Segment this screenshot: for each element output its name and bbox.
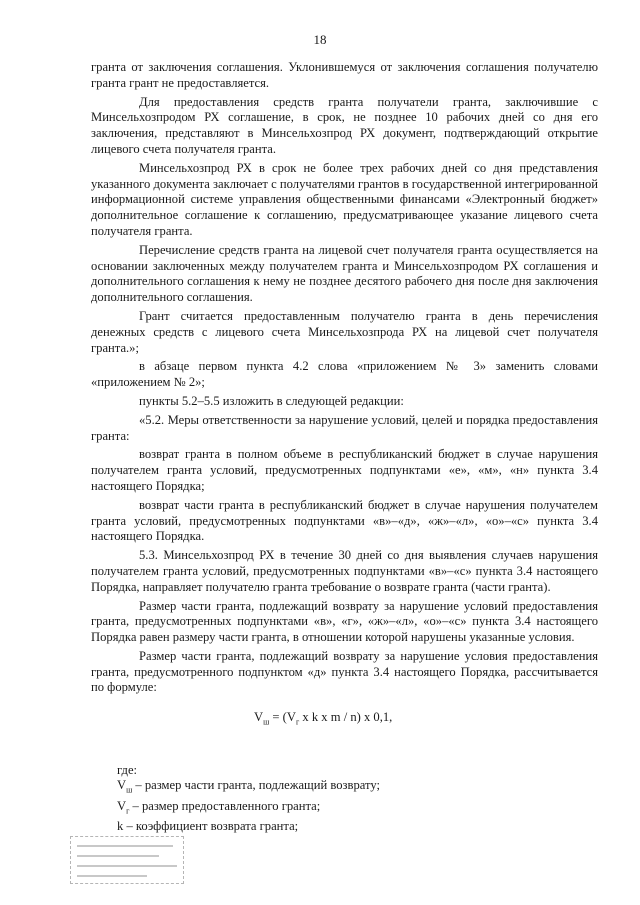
formula-inner-subscript: г xyxy=(295,717,300,727)
paragraph: 5.3. Минсельхозпрод РХ в течение 30 дней со дня выявления случаев нарушения получателем гранта условий, предусмотренных подпунктами «в»–«с» пункта 3.4 настоящего Порядка, направляет получателю гранта требование о возврате гранта (части гранта). xyxy=(91,548,598,594)
definition-symbol: V xyxy=(117,798,127,813)
formula-lhs: V xyxy=(254,710,264,725)
definitions-intro: где: xyxy=(117,762,138,777)
definitions-list xyxy=(91,763,598,840)
definition-subscript: ш xyxy=(126,785,133,795)
page-number: 18 xyxy=(313,32,327,47)
definition-text: – коэффициент возврата гранта; xyxy=(123,819,299,834)
definition-symbol: k xyxy=(117,819,124,834)
paragraph: в абзаце первом пункта 4.2 слова «приложением № 3» заменить словами «приложением № 2»; xyxy=(91,359,598,390)
paragraph: Минсельхозпрод РХ в срок не более трех рабочих дней со дня представления указанного документа заключает с получателями грантов в государственной интегрированной информационной системе управления общественными финансами «Электронный бюджет» дополнительное соглашение к соглашению, предусматривающее указание лицевого счета получателя гранта. xyxy=(91,160,598,238)
definition-symbol: V xyxy=(117,778,127,793)
formula-lhs-subscript: ш xyxy=(263,717,270,727)
formula-eq-open: = (V xyxy=(269,710,296,725)
document-body xyxy=(91,60,598,839)
paragraph: Размер части гранта, подлежащий возврату за нарушение условия предоставления гранта, предусмотренного подпунктом «д» пункта 3.4 настоящего Порядка, рассчитывается по формуле: xyxy=(91,648,598,695)
definition-text: – размер предоставленного гранта; xyxy=(129,798,321,813)
paragraph: пункты 5.2–5.5 изложить в следующей редакции: xyxy=(139,393,404,408)
paragraph: возврат части гранта в республиканский бюджет в случае нарушения получателем гранта условий, предусмотренных подпунктами «в»–«д», «ж»–«л», «о»–«с» пункта 3.4 настоящего Порядка. xyxy=(91,497,598,544)
paragraph: «5.2. Меры ответственности за нарушение условий, целей и порядка предоставления гранта: xyxy=(91,412,598,443)
paragraph: возврат гранта в полном объеме в республиканский бюджет в случае нарушения получателем гранта условий, предусмотренных подпунктами «е», «м», «н» пункта 3.4 настоящего Порядка; xyxy=(91,447,598,493)
definition-text: – размер части гранта, подлежащий возврату; xyxy=(132,778,380,793)
formula-rest: x k x m / n) x 0,1, xyxy=(299,710,393,725)
paragraph: Грант считается предоставленным получателю гранта в день перечисления денежных средств с лицевого счета Минсельхозпрода РХ на лицевой счет получателя гранта.»; xyxy=(91,308,598,355)
paragraph: Перечисление средств гранта на лицевой счет получателя гранта осуществляется на основании заключенных между получателем гранта и Минсельхозпродом РХ соглашения и дополнительного соглашения к нему не позднее десятого рабочего дня после дня заключения дополнительного соглашения. xyxy=(91,242,598,305)
paragraph: гранта от заключения соглашения. Уклонившемуся от заключения соглашения получателю гранта грант не предоставляется. xyxy=(91,60,598,90)
faded-stamp xyxy=(70,836,184,884)
definition-subscript: г xyxy=(126,806,130,816)
paragraph: Размер части гранта, подлежащий возврату за нарушение условий предоставления гранта, предусмотренных подпунктами «в», «г», «ж»–«л», «о»–«с» пункта 3.4 настоящего Порядка равен размеру части гранта, в отношении которой нарушены указанные условия. xyxy=(91,598,598,645)
paragraph: Для предоставления средств гранта получатели гранта, заключившие с Минсельхозпродом РХ соглашение, в срок, не позднее 10 рабочих дней со дня его заключения, представляют в Минсельхозпрод РХ документ, подтверждающий открытие лицевого счета получателя гранта. xyxy=(91,94,598,156)
definition-item xyxy=(91,778,598,798)
formula xyxy=(91,710,598,730)
definition-item xyxy=(91,799,598,819)
